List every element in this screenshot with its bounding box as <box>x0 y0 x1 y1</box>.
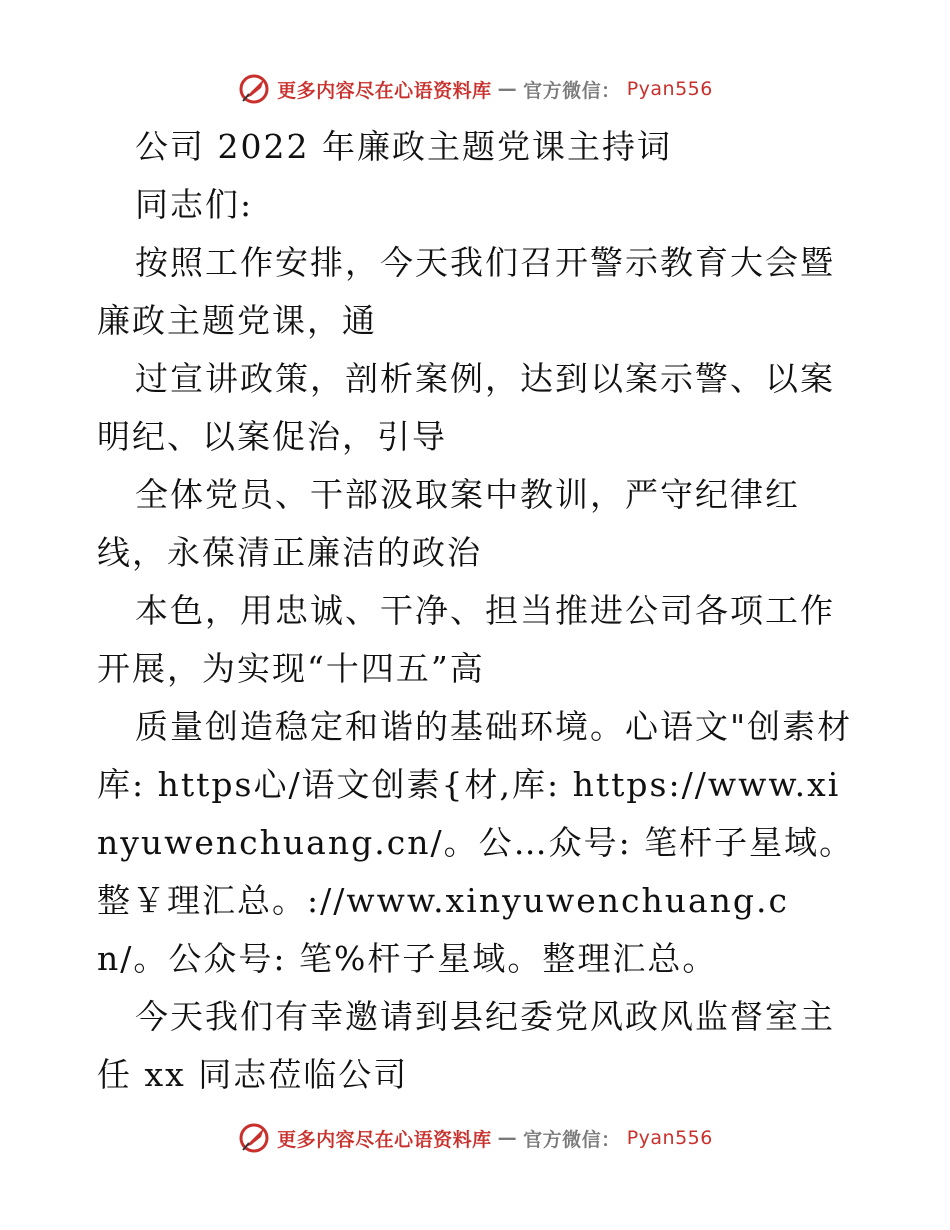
document-greeting: 同志们: <box>135 185 254 224</box>
watermark-dash: — <box>497 78 518 100</box>
paragraph: 质量创造稳定和谐的基础环境。心语文"创素材库: https心/语文创素{材,库: https://www.xinyuwenchuang.cn/。公…众号: 笔杆子星域。整￥理汇总。://www.xinyuwenchuang.cn/。公众号: 笔%杆子星域。整理汇总。 <box>97 707 855 978</box>
document-body <box>97 118 857 1104</box>
header-watermark <box>0 72 950 106</box>
paragraph: 过宣讲政策，剖析案例，达到以案示警、以案明纪、以案促治，引导 <box>97 359 835 456</box>
paragraph: 按照工作安排，今天我们召开警示教育大会暨廉政主题党课，通 <box>97 243 835 340</box>
quill-pen-logo-icon <box>237 1121 271 1155</box>
watermark-text-gray: 官方微信： <box>523 1128 621 1151</box>
footer-watermark <box>0 1121 950 1155</box>
watermark-dash: — <box>497 1127 518 1149</box>
quill-pen-logo-icon <box>237 72 271 106</box>
paragraph: 今天我们有幸邀请到县纪委党风政风监督室主任 xx 同志莅临公司 <box>97 997 835 1094</box>
document-title: 公司 2022 年廉政主题党课主持词 <box>135 127 672 166</box>
watermark-handle: Pyan556 <box>626 1127 713 1149</box>
watermark-handle: Pyan556 <box>626 78 713 100</box>
paragraph: 全体党员、干部汲取案中教训，严守纪律红线，永葆清正廉洁的政治 <box>97 475 800 572</box>
watermark-text-red: 更多内容尽在心语资料库 <box>277 1128 492 1151</box>
watermark-text-red: 更多内容尽在心语资料库 <box>277 79 492 102</box>
watermark-text-gray: 官方微信： <box>523 79 621 102</box>
paragraph: 本色，用忠诚、干净、担当推进公司各项工作开展，为实现“十四五”高 <box>97 591 835 688</box>
